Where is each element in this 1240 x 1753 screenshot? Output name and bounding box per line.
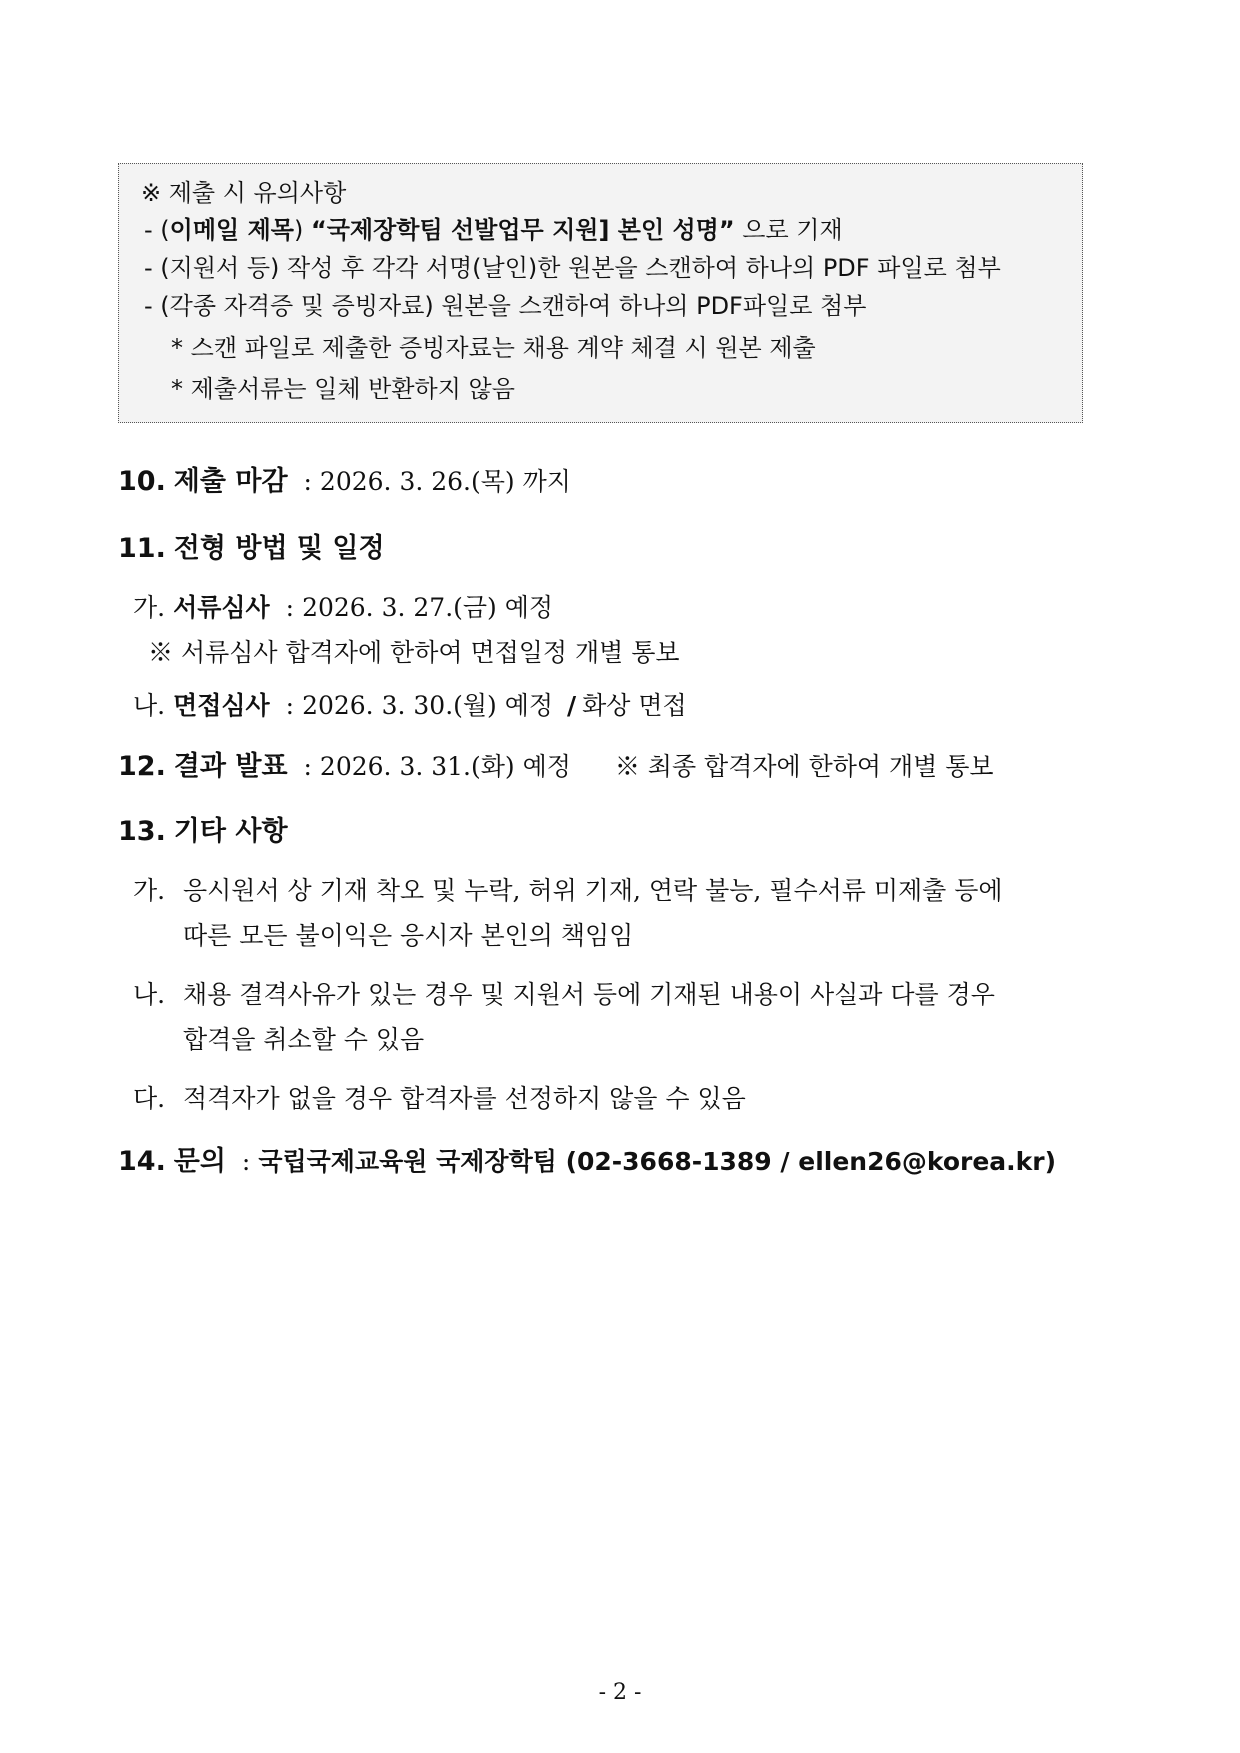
section-11-b-marker: 나.	[133, 691, 166, 720]
section-13-c-marker: 다.	[133, 1084, 166, 1113]
notice-sub-original-line: * 스캔 파일로 제출한 증빙자료는 채용 계약 체결 시 원본 제출	[171, 334, 816, 362]
section-10-value: 2026. 3. 26.(목) 까지	[319, 467, 571, 496]
section-14-number: 14.	[118, 1146, 166, 1177]
page-number: - 2 -	[598, 1680, 642, 1705]
section-11-b-label: 면접심사	[173, 691, 270, 720]
section-13-number: 13.	[118, 816, 166, 847]
section-11-b-extra: 화상 면접	[582, 691, 687, 720]
section-12-value: 2026. 3. 31.(화) 예정	[319, 752, 571, 781]
section-13-heading	[118, 816, 288, 848]
section-14-value: 국립국제교육원 국제장학팀 (02-3668-1389 / ellen26@korea.kr)	[258, 1147, 1057, 1176]
section-11-a-colon: :	[285, 593, 295, 622]
notice-line1-mid: )	[293, 216, 311, 244]
section-10-number: 10.	[118, 466, 166, 497]
section-11-number: 11.	[118, 533, 166, 564]
section-13-a-marker: 가.	[133, 876, 166, 905]
notice-certificates-line: - (각종 자격증 및 증빙자료) 원본을 스캔하여 하나의 PDF파일로 첨부	[144, 292, 867, 320]
section-11-b-value: 2026. 3. 30.(월) 예정	[302, 691, 554, 720]
section-12-colon: :	[303, 752, 312, 781]
section-14-title: 문의	[173, 1146, 226, 1177]
section-13-a-line2: 따른 모든 불이익은 응시자 본인의 책임임	[183, 921, 634, 950]
section-13-b-marker: 나.	[133, 980, 166, 1009]
section-14-colon: :	[241, 1147, 251, 1176]
notice-line1-suffix: 으로 기재	[734, 216, 843, 244]
section-12-title: 결과 발표	[173, 751, 288, 782]
section-11-a-label: 서류심사	[173, 593, 270, 622]
section-11-a-note: ※ 서류심사 합격자에 한하여 면접일정 개별 통보	[148, 638, 680, 667]
notice-heading: ※ 제출 시 유의사항	[141, 179, 347, 207]
section-10-deadline	[118, 466, 571, 498]
section-13-c-line1: 적격자가 없을 경우 합격자를 선정하지 않을 수 있음	[183, 1084, 746, 1113]
section-13-b-line2: 합격을 취소할 수 있음	[183, 1025, 425, 1054]
section-11-heading	[118, 533, 385, 565]
submission-notice-box	[118, 163, 1083, 423]
section-13-a-line1: 응시원서 상 기재 착오 및 누락, 허위 기재, 연락 불능, 필수서류 미제출 등에	[183, 876, 1003, 905]
notice-line1-bold-b: “국제장학팀 선발업무 지원] 본인 성명”	[310, 216, 735, 244]
notice-sub-no-return-line: * 제출서류는 일체 반환하지 않음	[171, 375, 515, 403]
section-13-title: 기타 사항	[173, 816, 288, 847]
notice-line1-prefix: - (	[144, 216, 170, 244]
section-10-title: 제출 마감	[173, 466, 288, 497]
section-11-a-value: 2026. 3. 27.(금) 예정	[302, 593, 554, 622]
notice-application-line: - (지원서 등) 작성 후 각각 서명(날인)한 원본을 스캔하여 하나의 PDF 파일로 첨부	[144, 254, 1001, 282]
section-12-note: ※ 최종 합격자에 한하여 개별 통보	[614, 752, 994, 781]
section-13-b-line1: 채용 결격사유가 있는 경우 및 지원서 등에 기재된 내용이 사실과 다를 경우	[183, 980, 995, 1009]
section-12-number: 12.	[118, 751, 166, 782]
section-11-title: 전형 방법 및 일정	[173, 533, 385, 564]
section-11-b-separator: /	[567, 691, 577, 720]
section-11-interview	[133, 690, 687, 722]
section-12-results	[118, 751, 994, 783]
section-11-document-review	[133, 592, 553, 624]
section-11-b-colon: :	[285, 691, 295, 720]
notice-email-subject-line	[144, 215, 843, 245]
notice-line1-bold-a: 이메일 제목	[169, 216, 294, 244]
section-14-contact	[118, 1146, 1056, 1178]
section-10-colon: :	[303, 467, 312, 496]
section-11-a-marker: 가.	[133, 593, 166, 622]
